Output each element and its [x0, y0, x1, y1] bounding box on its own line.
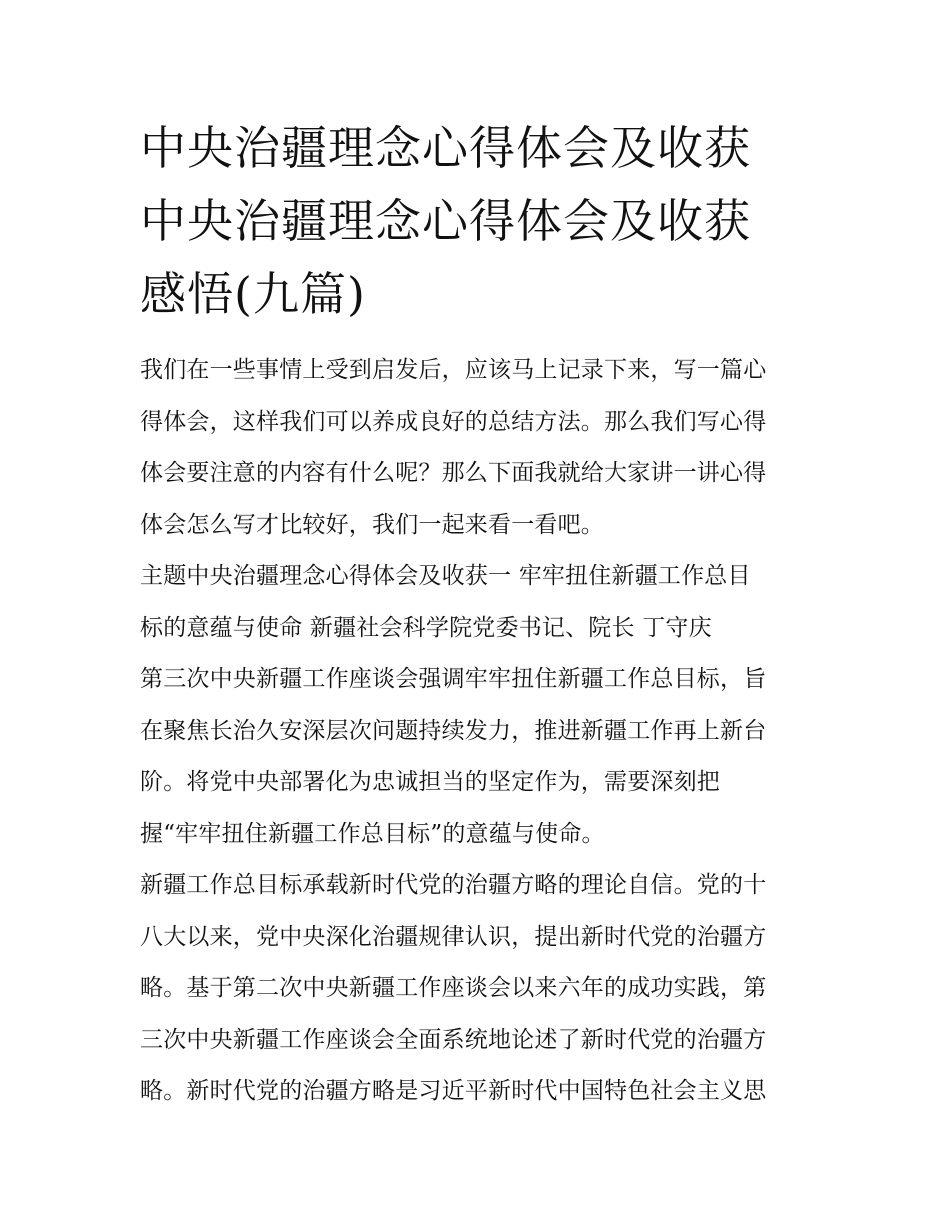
topic-paragraph [140, 551, 820, 654]
text-line: 八大以来，党中央深化治疆规律认识，提出新时代党的治疆方 [140, 923, 767, 950]
text-line: 体会要注意的内容有什么呢？那么下面我就给大家讲一讲心得 [140, 460, 767, 486]
text-line: 握“牢牢扭住新疆工作总目标”的意蕴与使命。 [140, 820, 605, 847]
text-line: 三次中央新疆工作座谈会全面系统地论述了新时代党的治疆方 [140, 1026, 767, 1053]
intro-paragraph [140, 345, 820, 551]
text-line: 在聚焦长治久安深层次问题持续发力，推进新疆工作再上新台 [140, 717, 767, 744]
title-line: 中央治疆理念心得体会及收获 [140, 121, 751, 175]
text-line: 新疆工作总目标承载新时代党的治疆方略的理论自信。党的十 [140, 872, 767, 898]
document-title [140, 112, 820, 331]
text-line: 标的意蕴与使命 新疆社会科学院党委书记、院长 丁守庆 [140, 614, 712, 641]
text-line: 第三次中央新疆工作座谈会强调牢牢扭住新疆工作总目标，旨 [140, 666, 767, 692]
text-line: 体会怎么写才比较好，我们一起来看一看吧。 [140, 511, 604, 538]
text-line: 略。基于第二次中央新疆工作座谈会以来六年的成功实践，第 [140, 975, 767, 1001]
text-line: 我们在一些事情上受到启发后，应该马上记录下来，写一篇心 [140, 357, 767, 383]
body-paragraph [140, 654, 820, 860]
title-line: 中央治疆理念心得体会及收获 [140, 194, 751, 248]
text-line: 略。新时代党的治疆方略是习近平新时代中国特色社会主义思 [140, 1078, 767, 1104]
text-line: 阶。将党中央部署化为忠诚担当的坚定作为，需要深刻把 [140, 769, 720, 795]
document-page [140, 112, 820, 1118]
text-line: 主题中央治疆理念心得体会及收获一 牢牢扭住新疆工作总目 [140, 563, 751, 589]
text-line: 得体会，这样我们可以养成良好的总结方法。那么我们写心得 [140, 408, 767, 435]
title-line: 感悟(九篇) [140, 267, 366, 321]
body-paragraph [140, 860, 820, 1118]
